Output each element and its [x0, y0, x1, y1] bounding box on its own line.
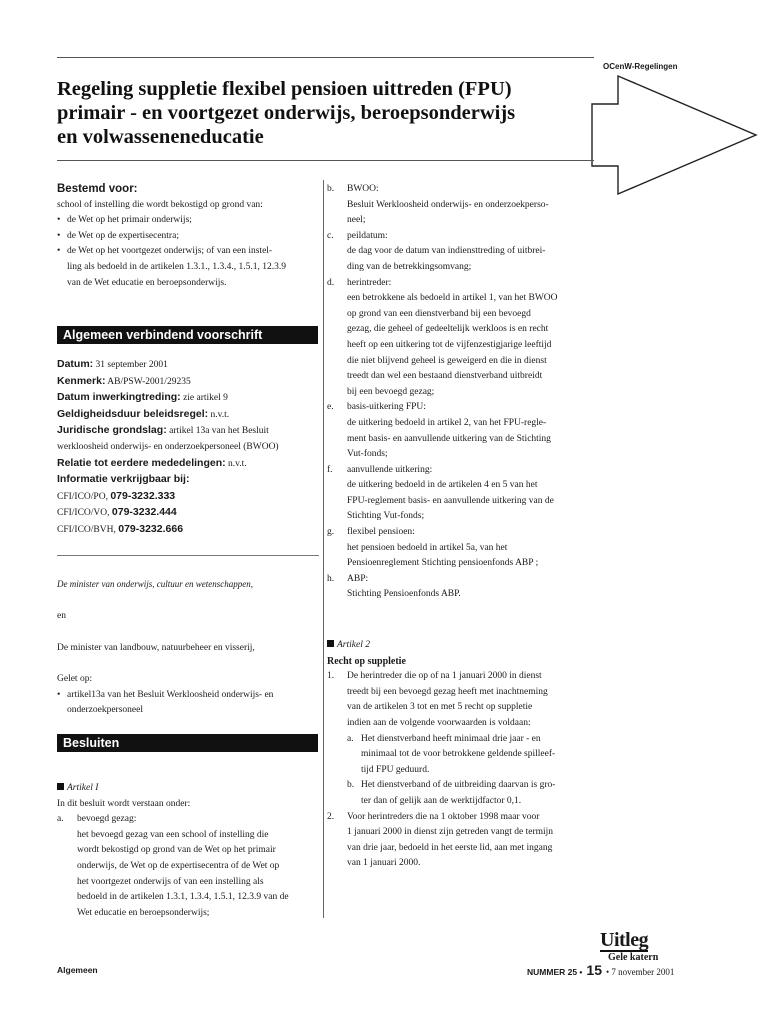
art1-heading: Artikel I [57, 781, 319, 797]
definition-item: g. flexibel pensioen: het pensioen bedoeld in artikel 5a, van het Pensioenreglement Stichting pensioenfonds ABP ; [327, 527, 539, 569]
besluiten-heading: Besluiten [57, 734, 318, 752]
artikel-1 [57, 781, 319, 921]
contact-vo: CFI/ICO/VO, 079-3232.444 [57, 506, 177, 519]
definitions [327, 182, 592, 603]
minister-ocw: De minister van onderwijs, cultuur en wetenschappen, [57, 579, 253, 589]
numbered-item: 2. Voor herintreders die na 1 oktober 1998 maar voor 1 januari 2000 in dienst zijn getreden vangt de termijn van drie jaar, bedoeld in het eerste lid, aan met ingang van 1 januari 2000. [327, 811, 554, 869]
title-line-2: primair - en voortgezet onderwijs, beroepsonderwijs [57, 102, 516, 124]
definition-item: e. basis-uitkering FPU: de uitkering bedoeld in artikel 2, van het FPU-regle- ment basis- en aanvullende uitkering van de Stichting Vut-fonds; [327, 402, 551, 460]
meta-grondslag-cont: werkloosheid onderwijs- en onderzoekpersoneel (BWOO) [57, 441, 279, 452]
definition-item: h. ABP: Stichting Pensioenfonds ABP. [327, 573, 461, 600]
artikel-2 [327, 638, 592, 872]
meta-grondslag: Juridische grondslag: artikel 13a van het Besluit [57, 424, 269, 437]
en-text: en [57, 611, 66, 621]
bestemd-heading: Bestemd voor: [57, 183, 138, 195]
page-number: 15 [586, 962, 602, 978]
meta-relatie: Relatie tot eerdere mededelingen: n.v.t. [57, 456, 247, 469]
gelet-block [57, 672, 319, 719]
bullet-item-cont: van de Wet educatie en beroepsonderwijs. [67, 277, 227, 288]
minister-lnv: De minister van landbouw, natuurbeheer en visserij, [57, 643, 255, 653]
bullet-item: • de Wet op het primair onderwijs; [57, 215, 192, 226]
arrow-shape-icon [590, 72, 760, 198]
meta-geldigheid: Geldigheidsduur beleidsregel: n.v.t. [57, 407, 230, 420]
gelet-heading: Gelet op: [57, 674, 93, 684]
left-column [57, 182, 315, 291]
art1-intro: In dit besluit wordt verstaan onder: [57, 798, 191, 809]
numbered-item: 1. De herintreder die op of na 1 januari 2000 in dienst treedt bij een bevoegd gezag heeft met inachtneming van de artikelen 3 tot en met 5 recht op suppletie indien aan de volgende voorwaarden is voldaan: a. Het dienstverband heeft minimaal drie jaar - en minimaal tot de voor betrokkene geldende spilleef- tijd FPU geduurd. b. Het dienstverband of de uitbreiding daarvan is gro- ter dan of gelijk aan de werktijdfactor 0,1. [327, 669, 592, 809]
bestemd-intro: school of instelling die wordt bekostigd op grond van: [57, 199, 263, 210]
logo-word: Uitleg [600, 929, 649, 951]
square-bullet-icon [57, 783, 64, 790]
definition-item: b. BWOO: Besluit Werkloosheid onderwijs- en onderzoekperso- neel; [327, 184, 549, 226]
avv-heading: Algemeen verbindend voorschrift [57, 326, 318, 344]
definition-item: f. aanvullende uitkering: de uitkering bedoeld in de artikelen 4 en 5 van het FPU-reglement basis- en aanvullende uitkering van de Stichting Vut-fonds; [327, 464, 554, 522]
bullet-item: • de Wet op de expertisecentra; [57, 230, 179, 241]
logo-sub: Gele katern [608, 952, 659, 963]
bullet-item: • de Wet op het voortgezet onderwijs; of van een instel- [57, 246, 273, 257]
meta-kenmerk: Kenmerk: AB/PSW-2001/29235 [57, 374, 191, 387]
definition-item: d. herintreder: een betrokkene als bedoeld in artikel 1, van het BWOO op grond van een dienstverband bij een bevoegd gezag, die geheel of gedeeltelijk werkloos is en recht heeft op een uitkering tot de vijfenzestigjarige leeftijd die niet blijvend geheel is geweigerd en die in dienst treedt dan wel een bestaand dienstverband uitbreidt bij een bevoegd gezag; [327, 277, 558, 397]
meta-inwerking: Datum inwerkingtreding: zie artikel 9 [57, 391, 228, 404]
art2-title: Recht op suppletie [327, 655, 406, 667]
category-label: OCenW-Regelingen [603, 62, 678, 71]
title-line-3: en volwasseneneducatie [57, 126, 264, 148]
issue-date: • 7 november 2001 [605, 967, 675, 977]
meta-date: Datum: 31 september 2001 [57, 358, 168, 370]
column-divider [323, 180, 324, 918]
bullet-item-cont: onderzoekpersoneel [67, 705, 143, 716]
footer-issue [527, 962, 674, 980]
bullet-item-cont: ling als bedoeld in de artikelen 1.3.1., 1.3.4., 1.5.1, 12.3.9 [67, 261, 286, 272]
art2-heading: Artikel 2 [327, 638, 592, 654]
sub-item: a. Het dienstverband heeft minimaal drie jaar - en minimaal tot de voor betrokkene geldende spilleef- tijd FPU geduurd. [347, 733, 556, 775]
page-title [57, 77, 597, 149]
contact-bvh: CFI/ICO/BVH, 079-3232.666 [57, 522, 184, 535]
definition-item: c. peildatum: de dag voor de datum van indiensttreding of uitbrei- ding van de betrekkingsomvang; [327, 230, 546, 272]
definition-item: a. bevoegd gezag: het bevoegd gezag van een school of instelling die wordt bekostigd op grond van de Wet op het primair onderwijs, de Wet op de expertisecentra of de Wet op het voortgezet onderwijs of van een instelling als bedoeld in de artikelen 1.3.1, 1.3.4, 1.5.1, 12.3.9 van de Wet educatie en beroepsonderwijs; [57, 814, 289, 918]
sub-item: b. Het dienstverband of de uitbreiding daarvan is gro- ter dan of gelijk aan de werktijdfactor 0,1. [347, 780, 556, 806]
uitleg-logo [600, 930, 695, 964]
meta-block [57, 357, 319, 539]
meta-info: Informatie verkrijgbaar bij: [57, 473, 190, 486]
bullet-item: • artikel13a van het Besluit Werkloosheid onderwijs- en [57, 689, 274, 700]
contact-po: CFI/ICO/PO, 079-3232.333 [57, 489, 176, 502]
title-line-1: Regeling suppletie flexibel pensioen uittreden (FPU) [57, 78, 512, 100]
square-bullet-icon [327, 640, 334, 647]
issue-number: NUMMER 25 • [527, 967, 583, 977]
footer-section: Algemeen [57, 965, 98, 975]
